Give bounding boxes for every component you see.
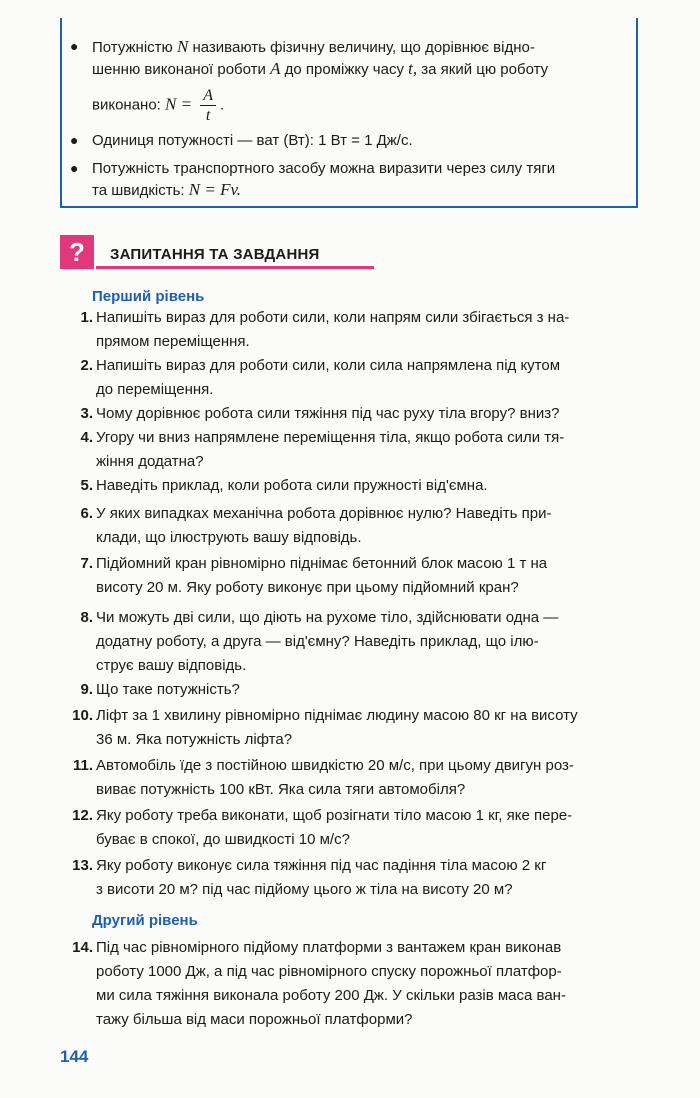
question-item [60, 606, 642, 678]
question-text [96, 552, 642, 600]
question-number: 5. [80, 477, 93, 494]
question-item [60, 704, 642, 752]
question-number: 9. [80, 681, 93, 698]
question-text-line: Чому дорівнює робота сили тяжіння під час руху тіла вгору? вниз? [96, 405, 560, 422]
question-item [60, 678, 642, 702]
question-item [60, 804, 642, 852]
question-text [96, 354, 642, 402]
question-text [96, 306, 642, 354]
question-text [96, 402, 642, 426]
question-text-line: Яку роботу виконує сила тяжіння під час падіння тіла масою 2 кг [96, 857, 547, 874]
summary-bullet-vehicle-power: ● Потужність транспортного засобу можна виразити через силу тяги та швидкість: N = Fv. [70, 160, 556, 199]
question-text-line: буває в спокої, до швидкості 10 м/с? [96, 831, 350, 848]
question-text-line: Угору чи вниз напрямлене переміщення тіла, якщо робота сили тя- [96, 429, 565, 446]
question-text-line: клади, що ілюструють вашу відповідь. [96, 529, 362, 546]
question-text-line: Підйомний кран рівномірно піднімає бетонний блок масою 1 т на [96, 555, 548, 572]
question-item [60, 354, 642, 402]
question-text-line: тажу більша від маси порожньої платформи? [96, 1011, 413, 1028]
section-title: ЗАПИТАННЯ ТА ЗАВДАННЯ [110, 246, 320, 263]
question-item [60, 402, 642, 426]
question-text-line: додатну роботу, а друга — від'ємну? Наведіть приклад, що ілю- [96, 633, 539, 650]
question-number: 6. [80, 505, 93, 522]
question-item [60, 552, 642, 600]
question-text [96, 704, 642, 752]
section-title-underline [96, 266, 374, 269]
question-text [96, 502, 642, 550]
question-text [96, 678, 642, 702]
question-number: 3. [80, 405, 93, 422]
page-number: 144 [60, 1047, 89, 1066]
question-text-line: 36 м. Яка потужність ліфта? [96, 731, 293, 748]
question-mark-icon: ? [60, 235, 94, 269]
question-text-line: У яких випадках механічна робота дорівнює нулю? Наведіть при- [96, 505, 552, 522]
question-number: 12. [72, 807, 93, 824]
question-text-line: Ліфт за 1 хвилину рівномірно піднімає людину масою 80 кг на висоту [96, 707, 578, 724]
bullet-dot: ● [70, 132, 79, 148]
question-text-line: до переміщення. [96, 381, 214, 398]
question-number: 8. [80, 609, 93, 626]
question-text-line: роботу 1000 Дж, а під час рівномірного спуску порожньої платфор- [96, 963, 562, 980]
question-text-line: прямом переміщення. [96, 333, 250, 350]
question-text [96, 426, 642, 474]
question-text-line: Напишіть вираз для роботи сили, коли напрям сили збігається з на- [96, 309, 570, 326]
question-text [96, 936, 642, 1032]
question-item [60, 502, 642, 550]
power-formula-fraction: $\frac{A}{t}$ [200, 86, 216, 125]
question-number: 10. [72, 707, 93, 724]
question-item [60, 754, 642, 802]
summary-bullet-power-unit: ● Одиниця потужності — ват (Вт): 1 Вт = 1 Дж/с. [70, 132, 413, 149]
summary-bullet-power-definition: ● Потужністю N називають фізичну величину, що дорівнює відно- шенню виконаної роботи A до проміжку часу t, за який цю роботу виконано: N = $\frac{A}{t}$ . [70, 37, 549, 124]
question-number: 1. [80, 309, 93, 326]
question-text-line: виває потужність 100 кВт. Яка сила тяги автомобіля? [96, 781, 466, 798]
question-text-line: Напишіть вираз для роботи сили, коли сила напрямлена під кутом [96, 357, 561, 374]
question-text-line: Наведіть приклад, коли робота сили пружності від'ємна. [96, 477, 488, 494]
question-number: 4. [80, 429, 93, 446]
question-text-line: Під час рівномірного підйому платформи з вантажем кран виконав [96, 939, 562, 956]
bullet-dot: ● [70, 38, 79, 54]
question-text-line: Що таке потужність? [96, 681, 240, 698]
question-item [60, 306, 642, 354]
bullet-dot: ● [70, 160, 79, 176]
question-text-line: висоту 20 м. Яку роботу виконує при цьому підйомний кран? [96, 579, 519, 596]
question-item [60, 426, 642, 474]
level-heading-second: Другий рівень [92, 912, 198, 929]
question-number: 13. [72, 857, 93, 874]
question-text [96, 606, 642, 678]
question-text-line: Автомобіль їде з постійною швидкістю 20 м/с, при цьому двигун роз- [96, 757, 574, 774]
question-number: 11. [72, 757, 93, 774]
question-text-line: струє вашу відповідь. [96, 657, 247, 674]
level-heading-first: Перший рівень [92, 288, 205, 305]
question-text-line: жіння додатна? [96, 453, 204, 470]
question-item [60, 936, 642, 1032]
question-text [96, 474, 642, 498]
question-number: 2. [80, 357, 93, 374]
question-text [96, 854, 642, 902]
question-text-line: Чи можуть дві сили, що діють на рухоме тіло, здійснювати одна — [96, 609, 559, 626]
question-text-line: з висоти 20 м? під час підйому цього ж тіла на висоту 20 м? [96, 881, 513, 898]
question-text-line: Яку роботу треба виконати, щоб розігнати тіло масою 1 кг, яке пере- [96, 807, 573, 824]
question-text [96, 754, 642, 802]
question-number: 7. [80, 555, 93, 572]
question-text [96, 804, 642, 852]
question-item [60, 474, 642, 498]
question-item [60, 854, 642, 902]
question-text-line: ми сила тяжіння виконала роботу 200 Дж. У скільки разів маса ван- [96, 987, 566, 1004]
question-number: 14. [72, 939, 93, 956]
